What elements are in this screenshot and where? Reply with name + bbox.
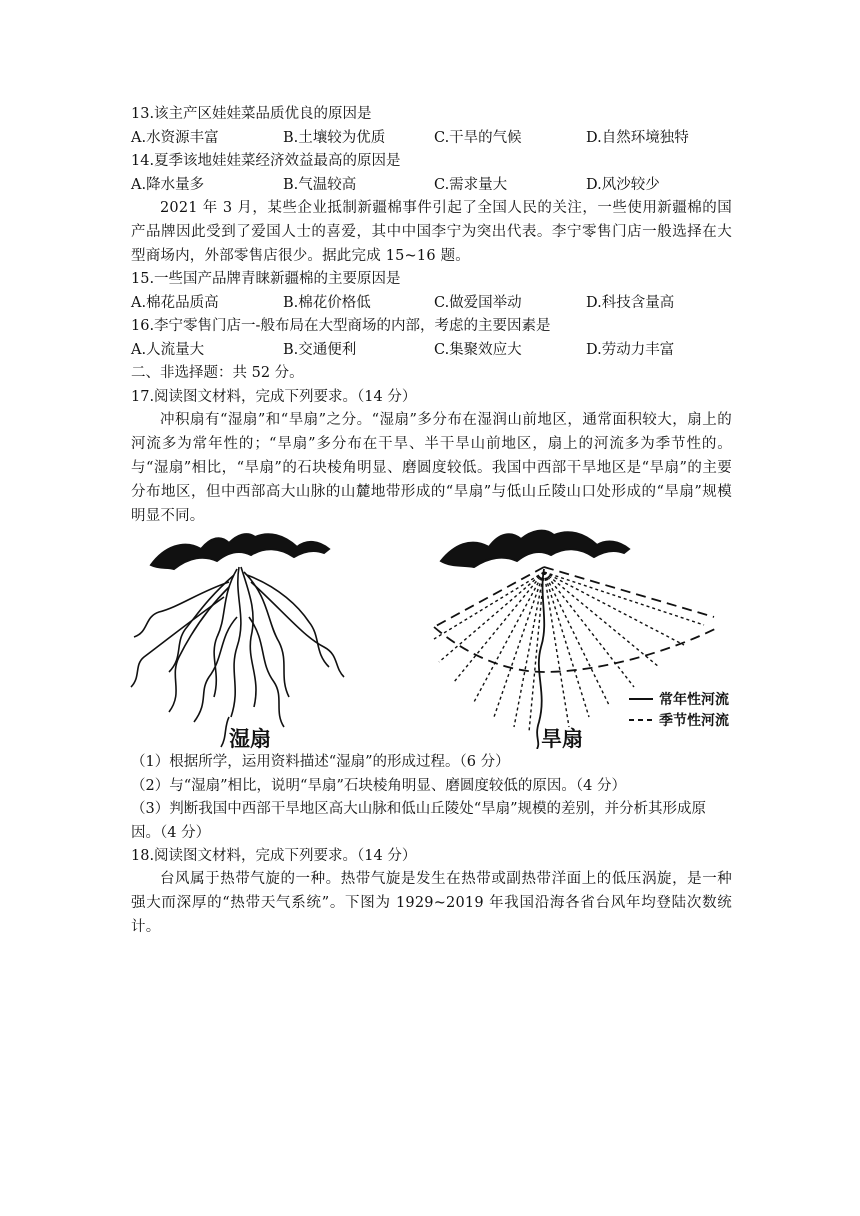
dry-fan-boundary [434, 567, 719, 672]
section-heading: 二、非选择题：共 52 分。 [131, 365, 304, 381]
q15-options [131, 293, 731, 313]
q17-sub-1: （1）根据所学，运用资料描述“湿扇”的形成过程。（6 分） [131, 754, 510, 770]
q16-option-d: D.劳动力丰富 [586, 342, 675, 358]
q15-option-c: C.做爱国举动 [434, 295, 522, 311]
q16-option-a: A.人流量大 [131, 342, 205, 358]
q14-options [131, 175, 731, 195]
dry-fan-perennial-river [537, 569, 544, 749]
q13-options [131, 128, 731, 148]
q14-option-d: D.风沙较少 [586, 177, 660, 193]
q13-stem: 13.该主产区娃娃菜品质优良的原因是 [131, 106, 372, 122]
q16-option-b: B.交通便利 [283, 342, 357, 358]
q13-option-a: A.水资源丰富 [131, 130, 219, 146]
q13-option-c: C.干旱的气候 [434, 130, 522, 146]
wet-fan-mountains [151, 534, 329, 569]
dry-fan-label: 旱扇 [541, 727, 583, 751]
q17-stem: 17.阅读图文材料，完成下列要求。（14 分） [131, 389, 417, 405]
q18-passage: 台风属于热带气旋的一种。热带气旋是发生在热带或副热带洋面上的低压涡旋，是一种强大而深厚的“热带天气系统”。下图为 1929~2019 年我国沿海各省台风年均登陆次数统计。 [131, 871, 732, 935]
q17-sub-2: （2）与“湿扇”相比，说明“旱扇”石块棱角明显、磨圆度较低的原因。（4 分） [131, 778, 626, 794]
dry-fan-mountains [441, 531, 629, 567]
q18-stem: 18.阅读图文材料，完成下列要求。（14 分） [131, 848, 417, 864]
q15-stem: 15.一些国产品牌青睐新疆棉的主要原因是 [131, 271, 401, 287]
q17-passage: 冲积扇有“湿扇”和“旱扇”之分。“湿扇”多分布在湿润山前地区，通常面积较大，扇上的河流多为常年性的；“旱扇”多分布在干旱、半干旱山前地区，扇上的河流多为季节性的。与“湿扇”相比，“旱扇”的石块棱角明显、磨圆度较低。我国中西部干旱地区是“旱扇”的主要分布地区，但中西部高大山脉的山麓地带形成的“旱扇”与低山丘陵山口处形成的“旱扇”规模明显不同。 [131, 412, 732, 524]
legend-perennial-river: 常年性河流 [659, 692, 729, 708]
legend-seasonal-river: 季节性河流 [659, 713, 729, 729]
legend-lines [629, 699, 655, 720]
wet-fan-label: 湿扇 [229, 727, 271, 751]
q15-option-d: D.科技含量高 [586, 295, 675, 311]
q15-option-b: B.棉花价格低 [283, 295, 371, 311]
q14-option-b: B.气温较高 [283, 177, 357, 193]
q16-option-c: C.集聚效应大 [434, 342, 522, 358]
q14-option-a: A.降水量多 [131, 177, 205, 193]
q17-sub-3: （3）判断我国中西部干旱地区高大山脉和低山丘陵处“旱扇”规模的差别，并分析其形成原因。（4 分） [131, 801, 707, 841]
q13-option-b: B.土壤较为优质 [283, 130, 386, 146]
passage-15-16: 2021 年 3 月，某些企业抵制新疆棉事件引起了全国人民的关注，一些使用新疆棉的国产品牌因此受到了爱国人士的喜爱，其中中国李宁为突出代表。李宁零售门店一般选择在大型商场内，外部零售店很少。据此完成 15~16 题。 [131, 200, 732, 264]
q14-option-c: C.需求量大 [434, 177, 508, 193]
q15-option-a: A.棉花品质高 [131, 295, 219, 311]
q16-options [131, 340, 731, 360]
wet-fan-perennial-rivers [131, 567, 344, 747]
alluvial-fan-figure [129, 527, 761, 749]
q16-stem: 16.李宁零售门店一-般布局在大型商场的内部，考虑的主要因素是 [131, 318, 551, 334]
q13-option-d: D.自然环境独特 [586, 130, 689, 146]
q14-stem: 14.夏季该地娃娃菜经济效益最高的原因是 [131, 153, 401, 169]
